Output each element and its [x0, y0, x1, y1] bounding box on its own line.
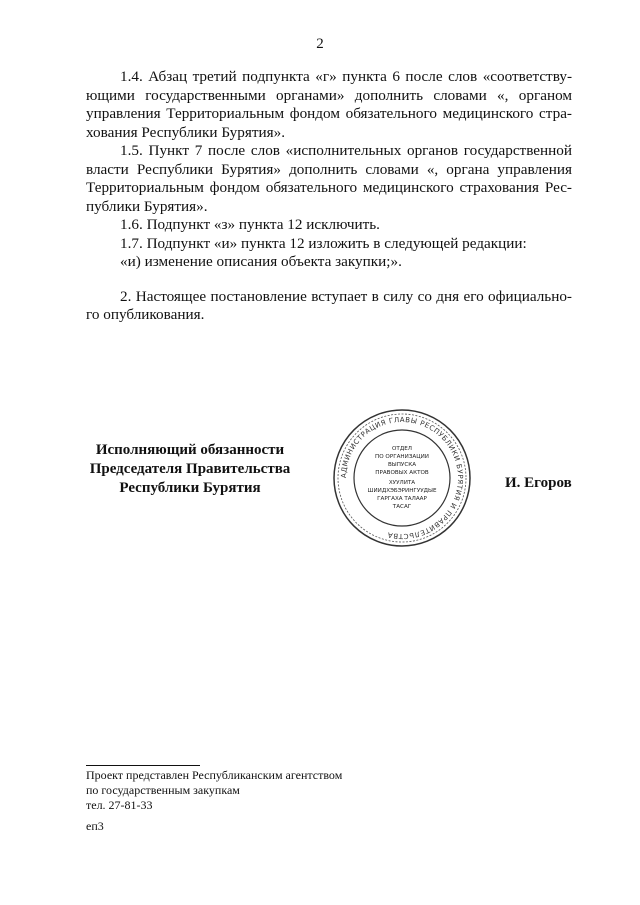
- footnote-divider: [86, 765, 200, 766]
- signer-name: И. Егоров: [505, 475, 572, 491]
- footnote: [86, 768, 342, 813]
- paragraph-1-7-text: «и) изменение описания объекта закупки;».: [120, 253, 402, 270]
- stamp-line-1: ОТДЕЛ: [392, 446, 412, 452]
- signature-line-2: Председателя Правительства: [89, 461, 291, 477]
- official-stamp: [332, 408, 472, 548]
- stamp-line-6: ШИИДХЭБЭРИНГУУДЫЕ: [367, 488, 437, 494]
- stamp-line-5: ХУУЛИТА: [388, 480, 416, 486]
- document-code: еп3: [86, 819, 104, 833]
- paragraph-2: 2. Настоящее постановление вступает в силу со дня его официально-го опубликования.: [86, 287, 572, 323]
- footnote-line-2: по государственным закупкам: [86, 783, 240, 797]
- paragraph-1-5: 1.5. Пункт 7 после слов «исполнительных органов государственной власти Республики Бурятия» дополнить словами «, органа управления Территориальным фондом обязательного медицинского страхования Рес-публики Бурятия».: [86, 142, 572, 215]
- stamp-ring-text: АДМИНИСТРАЦИЯ ГЛАВЫ РЕСПУБЛИКИ БУРЯТИЯ И ПРАВИТЕЛЬСТВА: [339, 415, 465, 541]
- stamp-line-4: ПРАВОВЫХ АКТОВ: [375, 470, 429, 476]
- stamp-line-2: ПО ОРГАНИЗАЦИИ: [375, 454, 429, 460]
- paragraph-1-6: 1.6. Подпункт «з» пункта 12 исключить.: [120, 216, 380, 233]
- svg-text:АДМИНИСТРАЦИЯ ГЛАВЫ РЕСПУБЛИКИ: [340, 416, 464, 540]
- stamp-line-8: ТАСАГ: [392, 504, 412, 510]
- stamp-line-3: ВЫПУСКА: [387, 462, 417, 468]
- signature-line-1: Исполняющий обязанности: [95, 442, 285, 458]
- stamp-line-7: ГАРГАХА ТАЛААР: [377, 496, 427, 502]
- signature-title: [70, 441, 310, 498]
- paragraph-1-4: 1.4. Абзац третий подпункта «г» пункта 6 после слов «соответству-ющими государственными органами» дополнить словами «, органом управления Территориальным фондом обязательного медицинского стра-хования Республики Бурятия».: [86, 68, 572, 141]
- footnote-line-3: тел. 27-81-33: [86, 798, 153, 812]
- page-number: 2: [316, 36, 324, 52]
- body-text: [86, 68, 572, 325]
- paragraph-1-7: 1.7. Подпункт «и» пункта 12 изложить в следующей редакции:: [120, 234, 527, 252]
- signature-line-3: Республики Бурятия: [119, 480, 261, 496]
- footnote-line-1: Проект представлен Республиканским агентством: [86, 768, 343, 782]
